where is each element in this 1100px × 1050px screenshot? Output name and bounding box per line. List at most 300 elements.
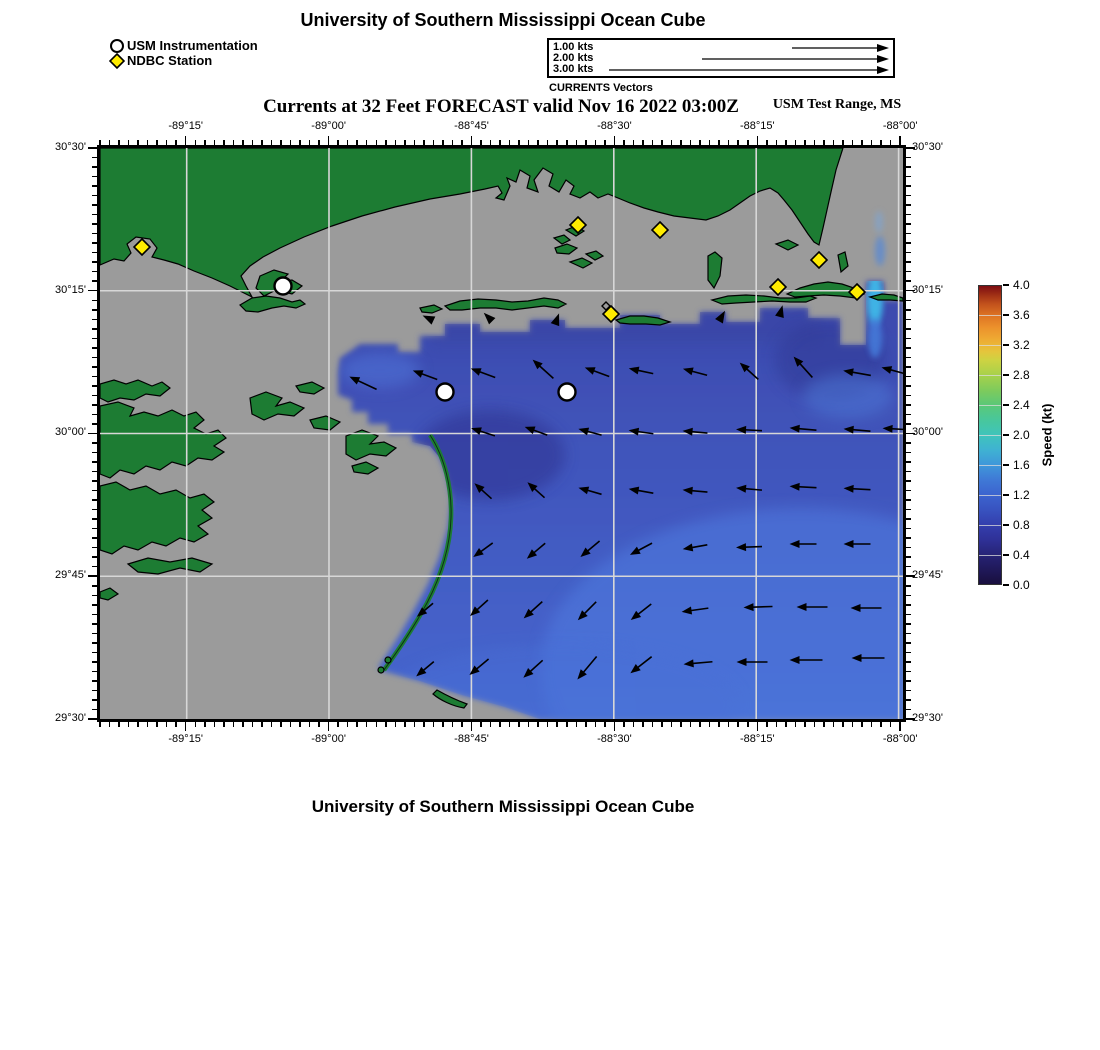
vector-scale-caption: CURRENTS Vectors (549, 82, 653, 94)
axis-tick (906, 652, 911, 654)
axis-tick (652, 722, 654, 727)
axis-tick (906, 509, 911, 511)
axis-tick (906, 471, 911, 473)
colorbar-tick (1003, 554, 1009, 556)
axis-tick (585, 722, 587, 727)
axis-tick (471, 136, 473, 145)
axis-tick (785, 722, 787, 727)
axis-tick (518, 140, 520, 145)
axis-tick (92, 471, 97, 473)
axis-tick (833, 722, 835, 727)
axis-tick (906, 309, 911, 311)
axis-tick (906, 385, 911, 387)
colorbar-tick (1003, 524, 1009, 526)
axis-tick (804, 140, 806, 145)
current-vector-tail (744, 430, 762, 431)
axis-tick-label: -88°15' (739, 733, 775, 745)
axis-tick (185, 722, 187, 731)
colorbar-gridline (979, 315, 1001, 316)
axis-tick (490, 722, 492, 727)
axis-tick (880, 722, 882, 727)
axis-tick (92, 357, 97, 359)
axis-tick (109, 722, 111, 727)
axis-tick (906, 547, 911, 549)
axis-tick-label: 29°45' (912, 569, 943, 582)
axis-tick (452, 722, 454, 727)
legend-marker-icons (109, 38, 125, 70)
axis-tick (92, 414, 97, 416)
axis-tick (566, 722, 568, 727)
axis-tick (906, 347, 911, 349)
axis-tick (461, 722, 463, 727)
axis-tick (252, 722, 254, 727)
axis-tick (906, 595, 911, 597)
axis-tick (690, 140, 692, 145)
axis-tick (175, 722, 177, 727)
axis-tick (99, 140, 101, 145)
colorbar-tick-label: 2.4 (1013, 398, 1030, 412)
axis-tick (92, 185, 97, 187)
axis-tick (376, 140, 378, 145)
axis-tick (414, 722, 416, 727)
axis-tick-label: 29°30' (55, 712, 86, 724)
axis-tick (728, 140, 730, 145)
axis-tick (906, 157, 911, 159)
axis-tick-label: 29°30' (912, 712, 943, 724)
axis-tick (92, 547, 97, 549)
axis-tick (433, 140, 435, 145)
axis-tick (92, 709, 97, 711)
axis-tick (642, 722, 644, 727)
axis-tick (471, 722, 473, 731)
axis-tick (92, 252, 97, 254)
axis-tick (92, 271, 97, 273)
axis-tick (92, 528, 97, 530)
axis-tick (833, 140, 835, 145)
axis-tick (92, 328, 97, 330)
axis-tick (92, 395, 97, 397)
axis-tick (233, 140, 235, 145)
colorbar-tick (1003, 584, 1009, 586)
axis-tick (585, 140, 587, 145)
axis-tick-label: -88°00' (882, 120, 918, 132)
axis-tick (490, 140, 492, 145)
axis-tick (537, 722, 539, 727)
axis-tick (92, 499, 97, 501)
colorbar-tick-label: 0.4 (1013, 548, 1030, 562)
axis-tick (623, 140, 625, 145)
axis-tick (376, 722, 378, 727)
colorbar-gridline (979, 375, 1001, 376)
axis-tick (906, 204, 911, 206)
axis-tick (747, 140, 749, 145)
colorbar-tick (1003, 284, 1009, 286)
axis-tick (147, 722, 149, 727)
axis-tick (906, 604, 911, 606)
axis-tick (395, 140, 397, 145)
colorbar-tick-label: 1.6 (1013, 458, 1030, 472)
vector-scale-arrows (549, 40, 893, 76)
axis-tick (906, 242, 911, 244)
axis-tick (92, 376, 97, 378)
vector-scale-label: 3.00 kts (553, 63, 594, 75)
axis-tick (906, 709, 911, 711)
axis-tick (92, 633, 97, 635)
axis-tick (92, 319, 97, 321)
axis-tick (757, 136, 759, 145)
usm-station-marker (437, 384, 454, 401)
axis-tick-label: 30°15' (55, 283, 86, 296)
axis-tick (680, 722, 682, 727)
axis-tick (299, 140, 301, 145)
usm-station-marker (559, 384, 576, 401)
axis-tick (461, 140, 463, 145)
axis-tick (652, 140, 654, 145)
axis-tick (623, 722, 625, 727)
axis-tick (499, 140, 501, 145)
axis-tick (92, 680, 97, 682)
axis-tick (385, 722, 387, 727)
axis-tick (128, 722, 130, 727)
colorbar-tick-label: 0.0 (1013, 578, 1030, 592)
axis-tick (290, 722, 292, 727)
axis-tick (337, 722, 339, 727)
axis-tick-label: -88°30' (597, 733, 632, 745)
axis-tick (92, 623, 97, 625)
axis-tick (880, 140, 882, 145)
current-vector-tail (744, 547, 762, 548)
axis-tick-label: 30°30' (912, 140, 943, 153)
axis-tick (509, 722, 511, 727)
axis-tick (906, 252, 911, 254)
axis-tick (906, 195, 911, 197)
axis-tick (414, 140, 416, 145)
axis-tick (906, 280, 911, 282)
colorbar-tick (1003, 374, 1009, 376)
axis-tick (166, 140, 168, 145)
colorbar-axis-label: Speed (kt) (1039, 403, 1055, 467)
axis-tick (92, 614, 97, 616)
axis-tick (906, 261, 911, 263)
axis-tick (261, 722, 263, 727)
axis-tick (595, 722, 597, 727)
axis-tick (795, 722, 797, 727)
axis-tick (852, 140, 854, 145)
axis-tick (328, 136, 330, 145)
current-vector-tail (852, 489, 871, 490)
axis-tick-label: -89°15' (168, 120, 204, 132)
axis-tick (280, 140, 282, 145)
axis-tick (92, 176, 97, 178)
colorbar-tick (1003, 434, 1009, 436)
axis-tick (92, 300, 97, 302)
current-vector-tail (752, 606, 773, 607)
axis-tick-label: -89°00' (311, 120, 346, 132)
axis-tick (92, 537, 97, 539)
axis-tick (556, 140, 558, 145)
axis-tick-label: -89°15' (168, 733, 204, 745)
axis-tick (661, 140, 663, 145)
axis-tick (99, 722, 101, 727)
axis-tick (92, 442, 97, 444)
axis-tick (242, 140, 244, 145)
axis-tick-label: 30°00' (912, 426, 943, 439)
axis-tick (92, 214, 97, 216)
colorbar-tick (1003, 404, 1009, 406)
axis-tick (452, 140, 454, 145)
axis-tick (92, 480, 97, 482)
colorbar-gridline (979, 465, 1001, 466)
axis-tick-label: 30°30' (55, 140, 86, 153)
axis-tick (899, 136, 901, 145)
axis-tick (906, 661, 911, 663)
axis-tick (271, 722, 273, 727)
axis-tick (633, 140, 635, 145)
axis-tick (604, 722, 606, 727)
axis-tick (906, 404, 911, 406)
axis-tick (92, 595, 97, 597)
axis-tick (906, 699, 911, 701)
axis-tick (92, 490, 97, 492)
axis-tick (906, 176, 911, 178)
colorbar-tick-label: 1.2 (1013, 488, 1030, 502)
axis-tick (814, 140, 816, 145)
axis-tick (109, 140, 111, 145)
axis-tick (776, 722, 778, 727)
axis-tick (871, 722, 873, 727)
axis-tick (347, 140, 349, 145)
axis-tick (92, 652, 97, 654)
axis-tick (906, 357, 911, 359)
axis-tick (185, 136, 187, 145)
axis-tick (906, 518, 911, 520)
colorbar-tick (1003, 344, 1009, 346)
axis-tick (92, 671, 97, 673)
axis-tick (509, 140, 511, 145)
axis-tick (906, 537, 911, 539)
vector-scale-label: 2.00 kts (553, 52, 594, 64)
axis-tick (204, 140, 206, 145)
axis-tick (404, 140, 406, 145)
axis-tick (366, 140, 368, 145)
axis-tick (128, 140, 130, 145)
axis-tick (899, 722, 901, 731)
axis-tick (442, 722, 444, 727)
axis-tick (871, 140, 873, 145)
axis-tick (309, 140, 311, 145)
axis-tick (118, 722, 120, 727)
legend-ndbc-label: NDBC Station (127, 53, 213, 68)
axis-tick (906, 233, 911, 235)
axis-tick (92, 404, 97, 406)
axis-tick (88, 147, 97, 149)
axis-tick (906, 300, 911, 302)
axis-tick (728, 722, 730, 727)
axis-tick (385, 140, 387, 145)
axis-tick (766, 140, 768, 145)
axis-tick (906, 480, 911, 482)
axis-tick (92, 233, 97, 235)
axis-tick (890, 722, 892, 727)
axis-tick (92, 642, 97, 644)
axis-tick (280, 722, 282, 727)
axis-tick (852, 722, 854, 727)
axis-tick (614, 136, 616, 145)
axis-tick (906, 442, 911, 444)
axis-tick (137, 140, 139, 145)
axis-tick (906, 633, 911, 635)
axis-tick (906, 395, 911, 397)
axis-tick (92, 366, 97, 368)
axis-tick (147, 140, 149, 145)
axis-tick (309, 722, 311, 727)
axis-tick (906, 690, 911, 692)
axis-tick (906, 623, 911, 625)
axis-tick (480, 140, 482, 145)
axis-tick (92, 661, 97, 663)
axis-tick (604, 140, 606, 145)
axis-tick (88, 290, 97, 292)
axis-tick (776, 140, 778, 145)
axis-tick (718, 140, 720, 145)
axis-tick (906, 185, 911, 187)
colorbar-gridline (979, 345, 1001, 346)
axis-tick (906, 223, 911, 225)
axis-tick (92, 566, 97, 568)
axis-tick (906, 214, 911, 216)
axis-tick (906, 328, 911, 330)
axis-tick (195, 140, 197, 145)
axis-tick (528, 722, 530, 727)
axis-tick (906, 490, 911, 492)
axis-tick (842, 722, 844, 727)
axis-tick (395, 722, 397, 727)
map-svg (100, 148, 903, 719)
axis-tick (737, 140, 739, 145)
colorbar-tick-label: 2.8 (1013, 368, 1030, 382)
axis-tick (92, 585, 97, 587)
axis-tick (233, 722, 235, 727)
axis-tick-label: 30°15' (912, 283, 943, 296)
axis-tick-label: -88°45' (454, 120, 489, 132)
axis-tick (92, 347, 97, 349)
axis-tick (252, 140, 254, 145)
axis-tick (906, 366, 911, 368)
axis-tick (92, 280, 97, 282)
axis-tick (906, 585, 911, 587)
axis-tick (423, 722, 425, 727)
axis-tick (88, 575, 97, 577)
axis-tick (92, 518, 97, 520)
axis-tick (204, 722, 206, 727)
usm-circle-icon (111, 40, 123, 52)
axis-tick (814, 722, 816, 727)
axis-tick (906, 452, 911, 454)
axis-tick (356, 140, 358, 145)
axis-tick (709, 722, 711, 727)
axis-tick (92, 452, 97, 454)
axis-tick (92, 461, 97, 463)
axis-tick (223, 722, 225, 727)
axis-tick (642, 140, 644, 145)
axis-tick (156, 722, 158, 727)
axis-tick (547, 140, 549, 145)
axis-tick (680, 140, 682, 145)
axis-tick (328, 722, 330, 731)
axis-tick (671, 722, 673, 727)
axis-tick (92, 261, 97, 263)
axis-tick (92, 309, 97, 311)
axis-tick (690, 722, 692, 727)
footer-title: University of Southern Mississippi Ocean Cube (311, 797, 695, 816)
vector-scale-label: 1.00 kts (553, 41, 594, 53)
axis-tick (547, 722, 549, 727)
bay-current-streak (875, 236, 885, 266)
axis-tick (518, 722, 520, 727)
axis-tick (906, 499, 911, 501)
axis-tick (480, 722, 482, 727)
region-label: USM Test Range, MS (772, 97, 902, 112)
axis-tick (566, 140, 568, 145)
axis-tick (261, 140, 263, 145)
axis-tick (356, 722, 358, 727)
axis-tick (442, 140, 444, 145)
colorbar-gridline (979, 435, 1001, 436)
axis-tick (906, 528, 911, 530)
axis-tick (156, 140, 158, 145)
colorbar-tick (1003, 494, 1009, 496)
axis-tick (906, 414, 911, 416)
axis-tick (766, 722, 768, 727)
axis-tick (906, 461, 911, 463)
axis-tick (433, 722, 435, 727)
axis-tick (804, 722, 806, 727)
axis-tick (92, 509, 97, 511)
axis-tick (906, 319, 911, 321)
axis-tick (88, 718, 97, 720)
axis-tick (92, 423, 97, 425)
current-vector-tail (798, 487, 817, 488)
axis-tick (709, 140, 711, 145)
axis-tick (223, 140, 225, 145)
axis-tick (214, 140, 216, 145)
axis-tick (318, 722, 320, 727)
axis-tick (195, 722, 197, 727)
axis-tick (718, 722, 720, 727)
axis-tick (747, 722, 749, 727)
axis-tick (906, 680, 911, 682)
axis-tick (290, 140, 292, 145)
axis-tick (92, 556, 97, 558)
axis-tick (906, 376, 911, 378)
axis-tick (499, 722, 501, 727)
axis-tick (842, 140, 844, 145)
legend-usm-label: USM Instrumentation (127, 38, 258, 53)
axis-tick (890, 140, 892, 145)
axis-tick (92, 699, 97, 701)
axis-tick-label: -88°15' (739, 120, 775, 132)
axis-tick (861, 722, 863, 727)
axis-tick (92, 385, 97, 387)
axis-tick (795, 140, 797, 145)
axis-tick (671, 140, 673, 145)
axis-tick (423, 140, 425, 145)
axis-tick (318, 140, 320, 145)
axis-tick (92, 604, 97, 606)
axis-tick (528, 140, 530, 145)
axis-tick (92, 157, 97, 159)
axis-tick (92, 242, 97, 244)
